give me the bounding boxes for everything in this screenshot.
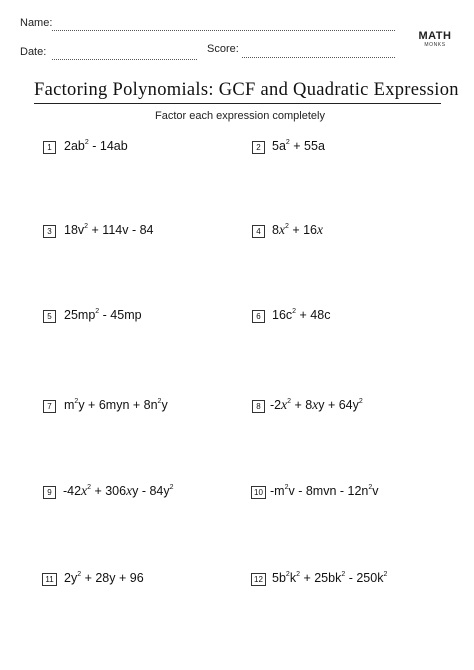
problem-number: 2	[252, 141, 265, 154]
date-label: Date:	[20, 46, 47, 58]
problem-expression: $-m^2v - 8mvn - 12n^2v$	[270, 484, 379, 498]
problem-expression: $8x^2 + 16x$	[272, 222, 324, 237]
problem-number: 11	[42, 573, 57, 586]
score-field[interactable]	[242, 57, 395, 58]
math-monks-logo: MATH MONKS	[418, 30, 452, 48]
problem-expression: $-42x^2 + 306xy - 84y^2$	[63, 483, 174, 498]
problem-expression: $-2x^2 + 8xy + 64y^2$	[270, 397, 363, 412]
problem-expression: $5b^2k^2 + 25bk^2 - 250k^2$	[272, 571, 388, 585]
problem-expression: $25mp^2 - 45mp$	[64, 308, 142, 322]
problem-expression: $5a^2 + 55a$	[272, 139, 325, 153]
title-divider	[34, 103, 441, 104]
problem-number: 10	[251, 486, 266, 499]
problem-number: 4	[252, 225, 265, 238]
problem-number: 7	[43, 400, 56, 413]
problem-number: 5	[43, 310, 56, 323]
name-field[interactable]	[52, 30, 395, 31]
problem-number: 3	[43, 225, 56, 238]
page-title: Factoring Polynomials: GCF and Quadratic Expression	[34, 80, 459, 100]
problem-expression: $m^2y + 6myn + 8n^2y$	[64, 398, 168, 412]
problem-expression: $18v^2 + 114v - 84$	[64, 223, 154, 237]
problem-expression: $2ab^2 - 14ab$	[64, 139, 128, 153]
name-label: Name:	[20, 17, 53, 29]
problem-number: 6	[252, 310, 265, 323]
problem-number: 12	[251, 573, 266, 586]
problem-expression: $2y^2 + 28y + 96$	[64, 571, 144, 585]
score-label: Score:	[207, 43, 239, 55]
problem-number: 9	[43, 486, 56, 499]
problem-number: 1	[43, 141, 56, 154]
problem-number: 8	[252, 400, 265, 413]
problem-expression: $16c^2 + 48c$	[272, 308, 331, 322]
instruction-text: Factor each expression completely	[155, 110, 325, 122]
date-field[interactable]	[52, 59, 197, 60]
